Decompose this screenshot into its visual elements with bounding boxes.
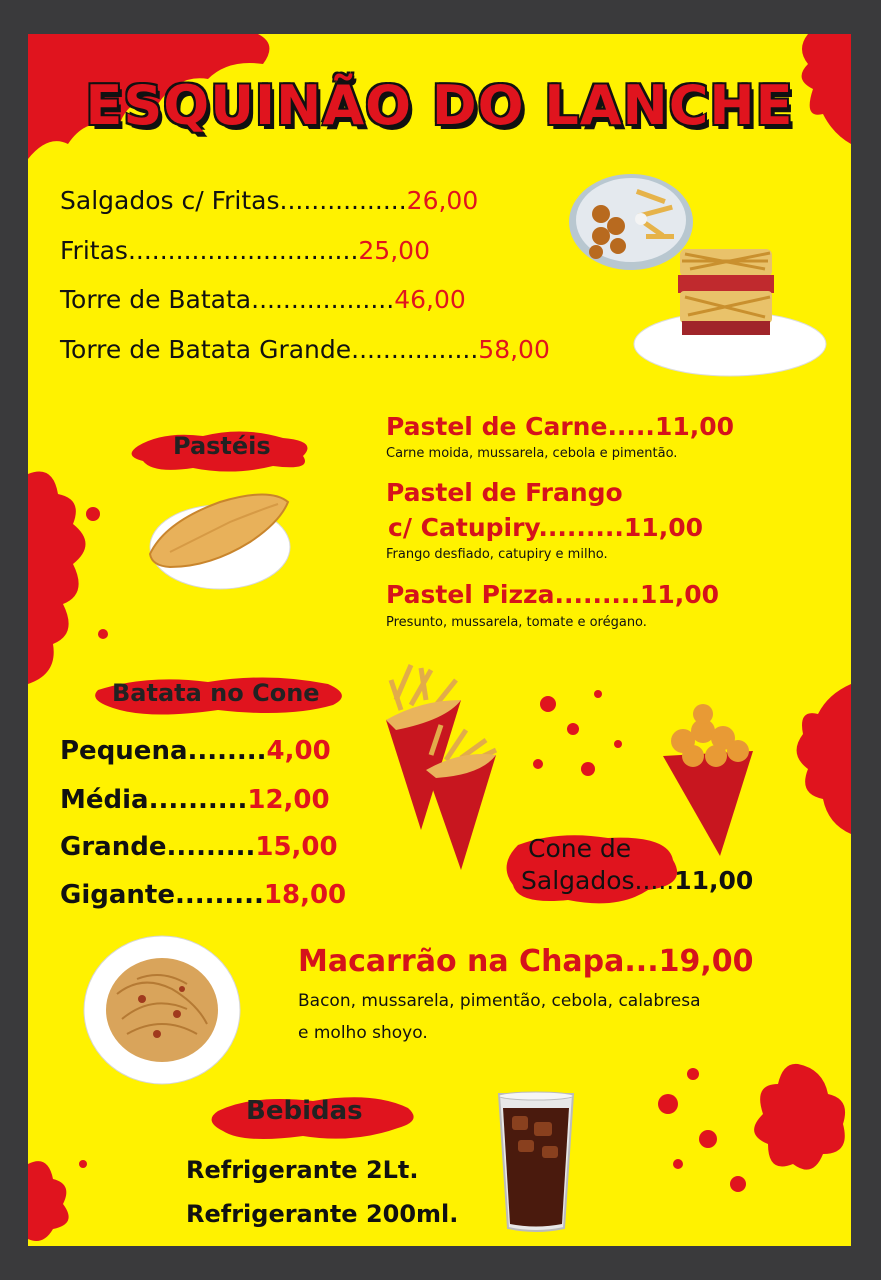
macarrao-na-chapa	[298, 944, 754, 979]
menu-item-fritas	[60, 236, 430, 265]
batata-cone-media	[60, 785, 330, 815]
item-dots: ................	[351, 335, 479, 364]
item-dots: .........	[174, 880, 264, 910]
splat-bottom-left	[28, 1144, 108, 1246]
macarrao-desc-line1: Bacon, mussarela, pimentão, cebola, calabresa	[298, 991, 701, 1011]
bebida-refrigerante-2lt: Refrigerante 2Lt.	[186, 1156, 419, 1184]
item-price: 12,00	[247, 785, 330, 815]
menu-poster	[28, 34, 851, 1246]
item-name: Salgados	[521, 866, 635, 895]
item-price: 11,00	[674, 866, 754, 895]
item-name: Média	[60, 785, 149, 815]
splat-right-middle	[788, 674, 851, 854]
pasteis-heading: Pastéis	[173, 432, 271, 460]
cone-salgados-line1: Cone de	[528, 834, 632, 863]
soda-glass-image	[494, 1088, 578, 1234]
batata-cone-gigante	[60, 880, 346, 910]
torre-batata-image	[630, 239, 830, 379]
item-dots: .....	[634, 866, 675, 895]
cone-salgados	[521, 866, 753, 895]
menu-item-salgados-fritas	[60, 186, 478, 215]
item-dots: .............................	[127, 236, 359, 265]
pastel-carne-desc: Carne moida, mussarela, cebola e pimentão.	[386, 446, 678, 461]
item-price: 4,00	[266, 736, 331, 766]
pastel-pizza	[386, 580, 719, 609]
item-dots: .........	[554, 580, 640, 609]
batata-cone-image	[386, 660, 506, 870]
item-name: Grande	[60, 832, 167, 862]
item-price: 11,00	[639, 580, 720, 609]
item-price: 46,00	[394, 285, 466, 314]
bebidas-heading: Bebidas	[246, 1096, 363, 1126]
item-price: 19,00	[658, 944, 754, 979]
item-dots: ........	[187, 736, 267, 766]
item-name: Torre de Batata Grande	[60, 335, 352, 364]
batata-cone-heading: Batata no Cone	[112, 679, 320, 707]
item-name: Pastel de Carne	[386, 412, 608, 441]
item-dots: ...	[624, 944, 659, 979]
item-name: Pastel Pizza	[386, 580, 555, 609]
pastel-frango-desc: Frango desfiado, catupiry e milho.	[386, 547, 608, 562]
splat-bottom-right	[648, 1044, 851, 1214]
bebida-refrigerante-200ml: Refrigerante 200ml.	[186, 1200, 459, 1228]
menu-item-torre-batata-grande	[60, 335, 550, 364]
item-price: 11,00	[623, 513, 703, 542]
item-price: 11,00	[654, 412, 735, 441]
item-name: c/ Catupiry	[388, 513, 539, 542]
item-price: 18,00	[263, 880, 347, 910]
batata-cone-pequena	[60, 736, 331, 766]
item-price: 25,00	[358, 236, 430, 265]
item-dots: .........	[538, 513, 624, 542]
item-dots: .........	[166, 832, 256, 862]
item-name: Macarrão na Chapa	[298, 944, 625, 979]
item-name: Salgados c/ Fritas	[60, 186, 280, 215]
pastel-carne	[386, 412, 734, 441]
item-name: Pequena	[60, 736, 188, 766]
pastel-image	[140, 482, 292, 590]
restaurant-title: ESQUINÃO DO LANCHE	[85, 74, 794, 137]
macarrao-desc-line2: e molho shoyo.	[298, 1023, 428, 1043]
pastel-frango	[388, 513, 703, 542]
batata-cone-grande	[60, 832, 338, 862]
splat-dots-center	[518, 674, 638, 794]
item-name: Fritas	[60, 236, 128, 265]
item-name: Gigante	[60, 880, 175, 910]
macarrao-image	[82, 934, 242, 1086]
item-price: 26,00	[406, 186, 479, 215]
pastel-frango-line1: Pastel de Frango	[386, 478, 623, 507]
item-dots: .....	[607, 412, 655, 441]
menu-item-torre-batata	[60, 285, 466, 314]
item-dots: ..........	[148, 785, 248, 815]
item-name: Torre de Batata	[60, 285, 252, 314]
item-price: 58,00	[478, 335, 550, 364]
pastel-pizza-desc: Presunto, mussarela, tomate e orégano.	[386, 615, 647, 630]
item-dots: ................	[279, 186, 407, 215]
item-dots: ..................	[251, 285, 395, 314]
item-price: 15,00	[255, 832, 338, 862]
